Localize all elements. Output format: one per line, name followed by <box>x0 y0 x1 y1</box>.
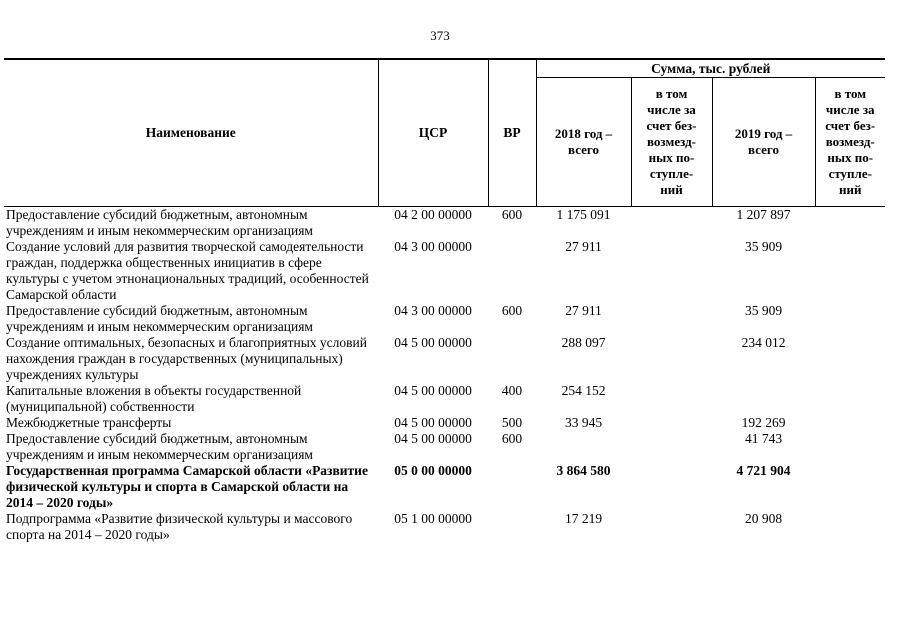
row-vr: 500 <box>501 415 523 430</box>
row-vr: 600 <box>501 303 523 318</box>
row-2019-total: 1 207 897 <box>736 207 791 222</box>
row-2019-total <box>712 383 815 415</box>
row-2018-total <box>536 431 631 463</box>
row-csr: 05 0 00 00000 <box>394 463 472 478</box>
row-csr: 04 5 00 00000 <box>394 431 472 446</box>
row-2019-free <box>815 383 885 415</box>
row-2019-free <box>815 463 885 511</box>
table-row <box>4 463 885 511</box>
row-2019-free <box>815 415 885 431</box>
row-csr: 04 2 00 00000 <box>394 207 472 222</box>
row-csr: 04 3 00 00000 <box>394 239 472 254</box>
row-2018-free <box>631 383 712 415</box>
row-name: Капитальные вложения в объекты государственной (муниципальной) собственности <box>6 383 302 414</box>
row-name: Создание оптимальных, безопасных и благоприятных условий нахождения граждан в государственных (муниципальных) учреждениях культуры <box>6 335 367 382</box>
row-csr: 04 5 00 00000 <box>394 415 472 430</box>
table-row <box>4 239 885 303</box>
row-2018-free <box>631 335 712 383</box>
row-2018-total: 288 097 <box>561 335 606 350</box>
row-2018-free <box>631 303 712 335</box>
header-sum-group: Сумма, тыс. рублей <box>536 59 885 78</box>
row-2018-free <box>631 415 712 431</box>
row-name: Предоставление субсидий бюджетным, автономным учреждениям и иным некоммерческим организациям <box>6 431 313 462</box>
table-row <box>4 383 885 415</box>
row-2018-total: 17 219 <box>564 511 603 526</box>
header-2018-total: 2018 год – всего <box>536 78 631 207</box>
row-2018-free <box>631 511 712 543</box>
budget-table <box>4 58 885 543</box>
table-body <box>4 207 885 544</box>
row-vr <box>488 239 536 303</box>
row-vr <box>488 511 536 543</box>
row-2019-total: 35 909 <box>744 303 783 318</box>
row-name: Предоставление субсидий бюджетным, автономным учреждениям и иным некоммерческим организациям <box>6 207 313 238</box>
row-vr <box>488 463 536 511</box>
table-header <box>4 59 885 207</box>
row-2019-total: 35 909 <box>744 239 783 254</box>
row-vr: 600 <box>501 431 523 446</box>
row-2018-total: 27 911 <box>565 303 602 318</box>
table-row <box>4 335 885 383</box>
table-row <box>4 431 885 463</box>
header-2019-free: в том числе за счет без-возмезд-ных по-ступле-ний <box>815 78 885 207</box>
row-2018-total: 254 152 <box>561 383 606 398</box>
table-row <box>4 303 885 335</box>
row-2018-free <box>631 207 712 240</box>
row-2019-total: 20 908 <box>744 511 783 526</box>
row-vr: 600 <box>501 207 523 222</box>
row-2018-total: 27 911 <box>565 239 602 254</box>
row-vr <box>488 335 536 383</box>
row-2018-free <box>631 463 712 511</box>
header-csr: ЦСР <box>378 59 488 207</box>
row-2019-total: 41 743 <box>744 431 783 446</box>
row-name: Межбюджетные трансферты <box>6 415 172 430</box>
row-csr: 04 5 00 00000 <box>394 335 472 350</box>
row-2019-total: 234 012 <box>741 335 786 350</box>
row-name: Создание условий для развития творческой самодеятельности граждан, поддержка общественных инициатив в сфере культуры с учетом этнонациональных традиций, особенностей Самарской области <box>6 239 369 302</box>
row-2019-total: 192 269 <box>741 415 786 430</box>
row-2019-free <box>815 239 885 303</box>
row-2018-total: 33 945 <box>564 415 603 430</box>
row-csr: 04 3 00 00000 <box>394 303 472 318</box>
row-2018-total: 1 175 091 <box>556 207 611 222</box>
header-vr: ВР <box>488 59 536 207</box>
row-2019-free <box>815 511 885 543</box>
row-csr: 05 1 00 00000 <box>394 511 472 526</box>
row-2019-total: 4 721 904 <box>736 463 791 478</box>
row-2018-free <box>631 239 712 303</box>
row-2019-free <box>815 431 885 463</box>
row-2019-free <box>815 207 885 240</box>
table-row <box>4 415 885 431</box>
table-row <box>4 511 885 543</box>
header-2018-free: в том числе за счет без-возмезд-ных по-ступле-ний <box>631 78 712 207</box>
page-number: 373 <box>430 28 450 43</box>
row-2018-free <box>631 431 712 463</box>
row-name: Подпрограмма «Развитие физической культуры и массового спорта на 2014 – 2020 годы» <box>6 511 353 542</box>
row-csr: 04 5 00 00000 <box>394 383 472 398</box>
row-name: Предоставление субсидий бюджетным, автономным учреждениям и иным некоммерческим организациям <box>6 303 313 334</box>
row-vr: 400 <box>501 383 523 398</box>
header-2019-total: 2019 год – всего <box>712 78 815 207</box>
row-2019-free <box>815 303 885 335</box>
table-row <box>4 207 885 240</box>
row-2018-total: 3 864 580 <box>556 463 611 478</box>
row-2019-free <box>815 335 885 383</box>
header-name: Наименование <box>4 59 378 207</box>
row-name: Государственная программа Самарской области «Развитие физической культуры и спорта в Самарской области на 2014 – 2020 годы» <box>6 463 368 510</box>
